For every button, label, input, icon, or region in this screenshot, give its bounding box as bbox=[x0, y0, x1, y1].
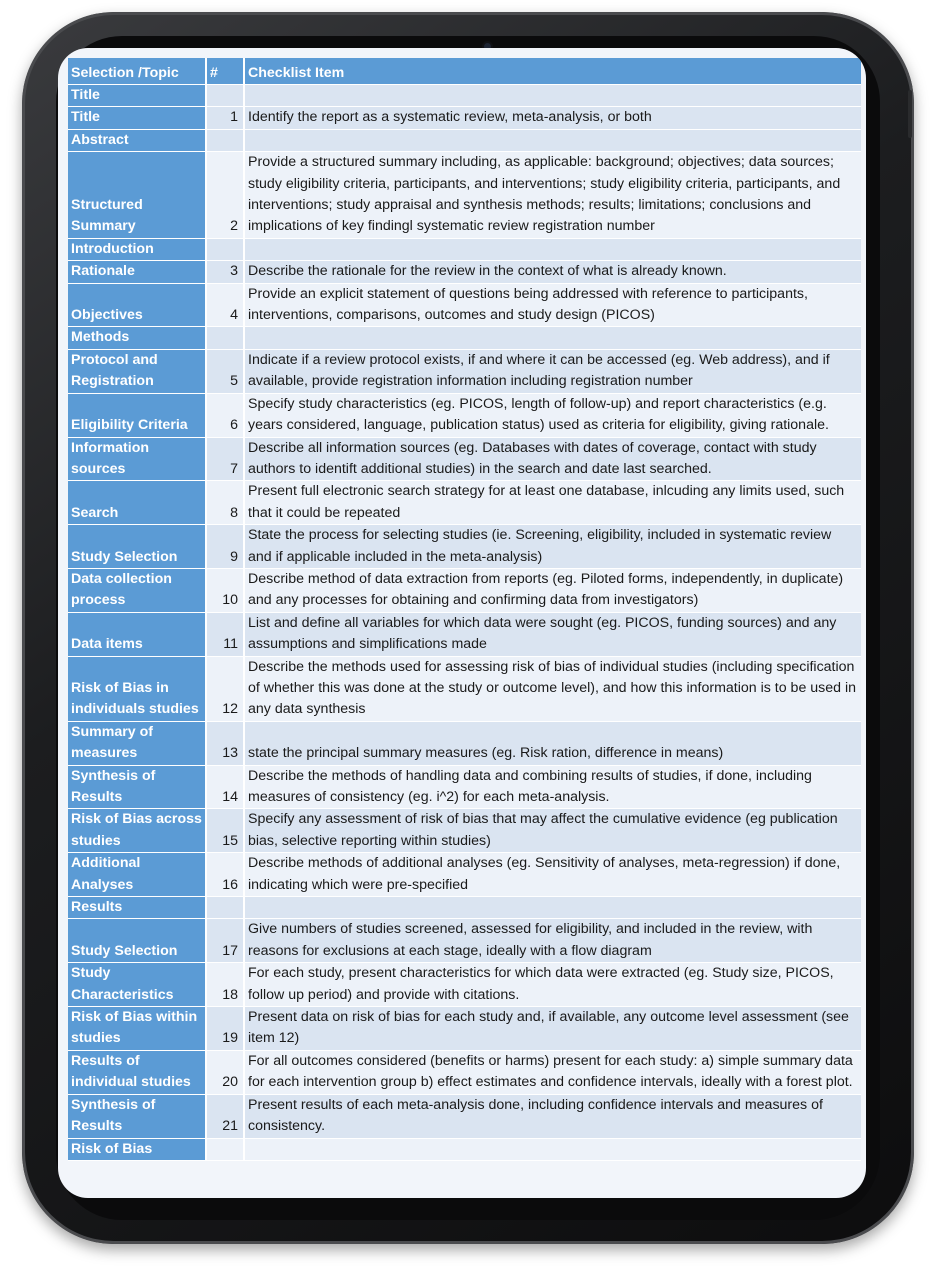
number-cell bbox=[206, 238, 244, 260]
table-row bbox=[68, 261, 861, 283]
number-cell: 21 bbox=[206, 1094, 244, 1138]
topic-cell: Protocol and Registration bbox=[68, 349, 206, 393]
number-cell: 4 bbox=[206, 283, 244, 327]
checklist-item-cell: Describe the methods used for assessing risk of bias of individual studies (including specification of whether this was done at the study or outcome level), and how this information is to be used in any data synthesis bbox=[244, 656, 861, 721]
checklist-item-cell: Identify the report as a systematic review, meta-analysis, or both bbox=[244, 107, 861, 129]
number-cell: 10 bbox=[206, 568, 244, 612]
table-row bbox=[68, 853, 861, 897]
number-cell: 1 bbox=[206, 107, 244, 129]
topic-cell: Rationale bbox=[68, 261, 206, 283]
checklist-item-cell: Present results of each meta-analysis done, including confidence intervals and measures of consistency. bbox=[244, 1094, 861, 1138]
table-header-row bbox=[68, 58, 861, 85]
table-body bbox=[68, 85, 861, 1161]
number-cell: 11 bbox=[206, 612, 244, 656]
table-row bbox=[68, 481, 861, 525]
table-row bbox=[68, 152, 861, 239]
topic-cell: Study Selection bbox=[68, 525, 206, 569]
table-row bbox=[68, 721, 861, 765]
checklist-item-cell: Describe the methods of handling data and combining results of studies, if done, including measures of consistency (eg. i^2) for each meta-analysis. bbox=[244, 765, 861, 809]
section-row bbox=[68, 85, 861, 107]
topic-cell: Synthesis of Results bbox=[68, 1094, 206, 1138]
topic-cell: Title bbox=[68, 85, 206, 107]
number-cell: 20 bbox=[206, 1050, 244, 1094]
checklist-item-cell: Present data on risk of bias for each study and, if available, any outcome level assessment (see item 12) bbox=[244, 1007, 861, 1051]
number-cell: 3 bbox=[206, 261, 244, 283]
table-row bbox=[68, 568, 861, 612]
checklist-item-cell: Describe method of data extraction from reports (eg. Piloted forms, independently, in duplicate) and any processes for obtaining and confirming data from investigators) bbox=[244, 568, 861, 612]
table-row bbox=[68, 393, 861, 437]
checklist-item-cell: For each study, present characteristics for which data were extracted (eg. Study size, PICOS, follow up period) and provide with citations. bbox=[244, 963, 861, 1007]
topic-cell: Risk of Bias within studies bbox=[68, 1007, 206, 1051]
volume-button bbox=[908, 90, 912, 138]
topic-cell: Summary of measures bbox=[68, 721, 206, 765]
tablet-screen bbox=[58, 48, 866, 1198]
checklist-item-cell: Indicate if a review protocol exists, if and where it can be accessed (eg. Web address), and if available, provide registration information including registration number bbox=[244, 349, 861, 393]
checklist-item-cell bbox=[244, 238, 861, 260]
number-cell bbox=[206, 897, 244, 919]
section-row bbox=[68, 129, 861, 151]
number-cell: 15 bbox=[206, 809, 244, 853]
checklist-item-cell: Specify any assessment of risk of bias that may affect the cumulative evidence (eg publication bias, selective reporting within studies) bbox=[244, 809, 861, 853]
checklist-item-cell bbox=[244, 129, 861, 151]
checklist-table bbox=[68, 58, 861, 1161]
column-header-checklist-item: Checklist Item bbox=[244, 58, 861, 85]
checklist-item-cell: Specify study characteristics (eg. PICOS, length of follow-up) and report characteristics (e.g. years considered, language, publication status) used as criteria for eligibility, giving rationale. bbox=[244, 393, 861, 437]
topic-cell: Risk of Bias bbox=[68, 1138, 206, 1160]
table-row bbox=[68, 1050, 861, 1094]
checklist-item-cell: Provide a structured summary including, as applicable: background; objectives; data sources; study eligibility criteria, participants, and interventions; study eligibility criteria, participants, and interventions; study appraisal and synthesis methods; results; limitations; conclusions and implications of key findingl systematic review registration number bbox=[244, 152, 861, 239]
topic-cell: Study Selection bbox=[68, 919, 206, 963]
table-row bbox=[68, 349, 861, 393]
table-row bbox=[68, 656, 861, 721]
topic-cell: Eligibility Criteria bbox=[68, 393, 206, 437]
topic-cell: Additional Analyses bbox=[68, 853, 206, 897]
checklist-item-cell: For all outcomes considered (benefits or harms) present for each study: a) simple summary data for each intervention group b) effect estimates and confidence intervals, ideally with a forest plot. bbox=[244, 1050, 861, 1094]
table-row bbox=[68, 1138, 861, 1160]
checklist-item-cell: List and define all variables for which data were sought (eg. PICOS, funding sources) and any assumptions and simplifications made bbox=[244, 612, 861, 656]
table-row bbox=[68, 283, 861, 327]
number-cell: 7 bbox=[206, 437, 244, 481]
number-cell: 19 bbox=[206, 1007, 244, 1051]
table-row bbox=[68, 1007, 861, 1051]
section-row bbox=[68, 897, 861, 919]
table-row bbox=[68, 1094, 861, 1138]
number-cell bbox=[206, 85, 244, 107]
table-row bbox=[68, 525, 861, 569]
checklist-item-cell bbox=[244, 1138, 861, 1160]
topic-cell: Search bbox=[68, 481, 206, 525]
number-cell: 12 bbox=[206, 656, 244, 721]
table-row bbox=[68, 963, 861, 1007]
topic-cell: Introduction bbox=[68, 238, 206, 260]
number-cell: 6 bbox=[206, 393, 244, 437]
column-header-topic: Selection /Topic bbox=[68, 58, 206, 85]
topic-cell: Abstract bbox=[68, 129, 206, 151]
number-cell: 16 bbox=[206, 853, 244, 897]
number-cell bbox=[206, 129, 244, 151]
column-header-number: # bbox=[206, 58, 244, 85]
number-cell: 5 bbox=[206, 349, 244, 393]
checklist-item-cell: Describe the rationale for the review in the context of what is already known. bbox=[244, 261, 861, 283]
checklist-item-cell: Describe methods of additional analyses (eg. Sensitivity of analyses, meta-regression) if done, indicating which were pre-specified bbox=[244, 853, 861, 897]
topic-cell: Methods bbox=[68, 327, 206, 349]
table-row bbox=[68, 919, 861, 963]
checklist-item-cell: Provide an explicit statement of questions being addressed with reference to participants, interventions, comparisons, outcomes and study design (PICOS) bbox=[244, 283, 861, 327]
number-cell: 13 bbox=[206, 721, 244, 765]
number-cell: 14 bbox=[206, 765, 244, 809]
number-cell: 9 bbox=[206, 525, 244, 569]
checklist-item-cell bbox=[244, 85, 861, 107]
checklist-item-cell bbox=[244, 897, 861, 919]
topic-cell: Data collection process bbox=[68, 568, 206, 612]
topic-cell: Title bbox=[68, 107, 206, 129]
topic-cell: Objectives bbox=[68, 283, 206, 327]
number-cell bbox=[206, 327, 244, 349]
topic-cell: Data items bbox=[68, 612, 206, 656]
table-row bbox=[68, 612, 861, 656]
checklist-item-cell: Describe all information sources (eg. Databases with dates of coverage, contact with study authors to identift additional studies) in the search and date last searched. bbox=[244, 437, 861, 481]
topic-cell: Study Characteristics bbox=[68, 963, 206, 1007]
topic-cell: Results of individual studies bbox=[68, 1050, 206, 1094]
table-row bbox=[68, 809, 861, 853]
topic-cell: Results bbox=[68, 897, 206, 919]
checklist-item-cell bbox=[244, 327, 861, 349]
number-cell: 8 bbox=[206, 481, 244, 525]
number-cell: 2 bbox=[206, 152, 244, 239]
table-row bbox=[68, 765, 861, 809]
section-row bbox=[68, 238, 861, 260]
table-row bbox=[68, 107, 861, 129]
topic-cell: Structured Summary bbox=[68, 152, 206, 239]
checklist-item-cell: State the process for selecting studies (ie. Screening, eligibility, included in systematic review and if applicable included in the meta-analysis) bbox=[244, 525, 861, 569]
checklist-item-cell: Present full electronic search strategy for at least one database, inlcuding any limits used, such that it could be repeated bbox=[244, 481, 861, 525]
checklist-item-cell: Give numbers of studies screened, assessed for eligibility, and included in the review, with reasons for exclusions at each stage, ideally with a flow diagram bbox=[244, 919, 861, 963]
number-cell: 18 bbox=[206, 963, 244, 1007]
topic-cell: Information sources bbox=[68, 437, 206, 481]
number-cell bbox=[206, 1138, 244, 1160]
topic-cell: Synthesis of Results bbox=[68, 765, 206, 809]
topic-cell: Risk of Bias across studies bbox=[68, 809, 206, 853]
topic-cell: Risk of Bias in individuals studies bbox=[68, 656, 206, 721]
checklist-item-cell: state the principal summary measures (eg. Risk ration, difference in means) bbox=[244, 721, 861, 765]
section-row bbox=[68, 327, 861, 349]
number-cell: 17 bbox=[206, 919, 244, 963]
table-row bbox=[68, 437, 861, 481]
